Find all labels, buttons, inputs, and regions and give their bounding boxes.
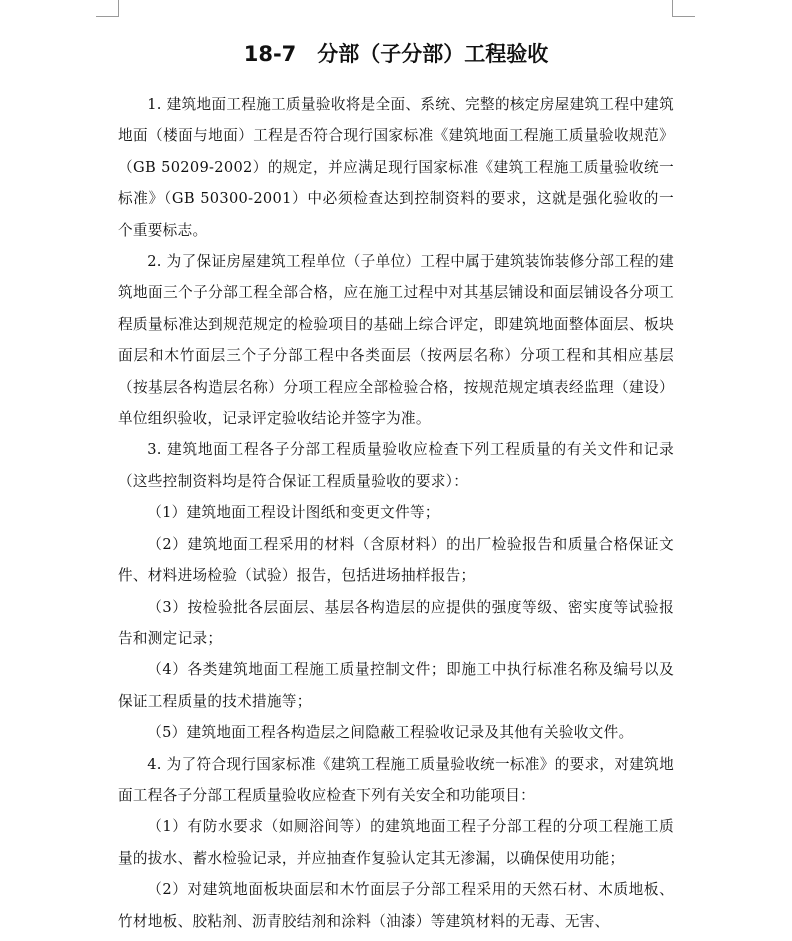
top-right-margin-mark <box>672 0 695 17</box>
list-item-3-2: （2）建筑地面工程采用的材料（含原材料）的出厂检验报告和质量合格保证文件、材料进场检验（试验）报告，包括进场抽样报告； <box>118 535 674 585</box>
list-item-4-2: （2）对建筑地面板块面层和木竹面层子分部工程采用的天然石材、木质地板、竹材地板、胶粘剂、沥青胶结剂和涂料（油漆）等建筑材料的无毒、无害、 <box>118 881 674 930</box>
list-item-3-1: （1）建筑地面工程设计图纸和变更文件等； <box>147 504 440 522</box>
paragraph-3: 3. 建筑地面工程各子分部工程质量验收应检查下列工程质量的有关文件和记录（这些控制资料均是符合保证工程质量验收的要求）： <box>118 441 674 490</box>
top-left-margin-mark <box>96 0 119 17</box>
paragraph-4: 4. 为了符合现行国家标准《建筑工程施工质量验收统一标准》的要求，对建筑地面工程各子分部工程质量验收应检查下列有关安全和功能项目： <box>118 755 674 804</box>
document-body <box>118 89 674 937</box>
list-item-3-3: （3）按检验批各层面层、基层各构造层的应提供的强度等级、密实度等试验报告和测定记录； <box>118 598 674 647</box>
list-item-3-5: （5）建筑地面工程各构造层之间隐蔽工程验收记录及其他有关验收文件。 <box>147 724 634 742</box>
section-title: 18-7 分部（子分部）工程验收 <box>243 42 549 66</box>
list-item-4-1: （1）有防水要求（如厕浴间等）的建筑地面工程子分部工程的分项工程施工质量的拔水、蓄水检验记录，并应抽查作复验认定其无渗漏，以确保使用功能； <box>118 818 674 867</box>
list-item-3-4: （4）各类建筑地面工程施工质量控制文件；即施工中执行标准名称及编号以及保证工程质量的技术措施等； <box>118 661 674 710</box>
paragraph-2: 2. 为了保证房屋建筑工程单位（子单位）工程中属于建筑装饰装修分部工程的建筑地面三个子分部工程全部合格，应在施工过程中对其基层铺设和面层铺设各分项工程质量标准达到规范规定的检验项目的基础上综合评定，即建筑地面整体面层、板块面层和木竹面层三个子分部工程中各类面层（按两层名称）分项工程和其相应基层（按基层各构造层名称）分项工程应全部检验合格，按规范规定填表经监理（建设）单位组织验收，记录评定验收结论并签字为准。 <box>118 253 674 428</box>
paragraph-1: 1. 建筑地面工程施工质量验收将是全面、系统、完整的核定房屋建筑工程中建筑地面（楼面与地面）工程是否符合现行国家标准《建筑地面工程施工质量验收规范》（GB 50209-2002）的规定，并应满足现行国家标准《建筑工程施工质量验收统一标准》（GB 50300-2001）中必须检查达到控制资料的要求，这就是强化验收的一个重要标志。 <box>118 96 674 239</box>
